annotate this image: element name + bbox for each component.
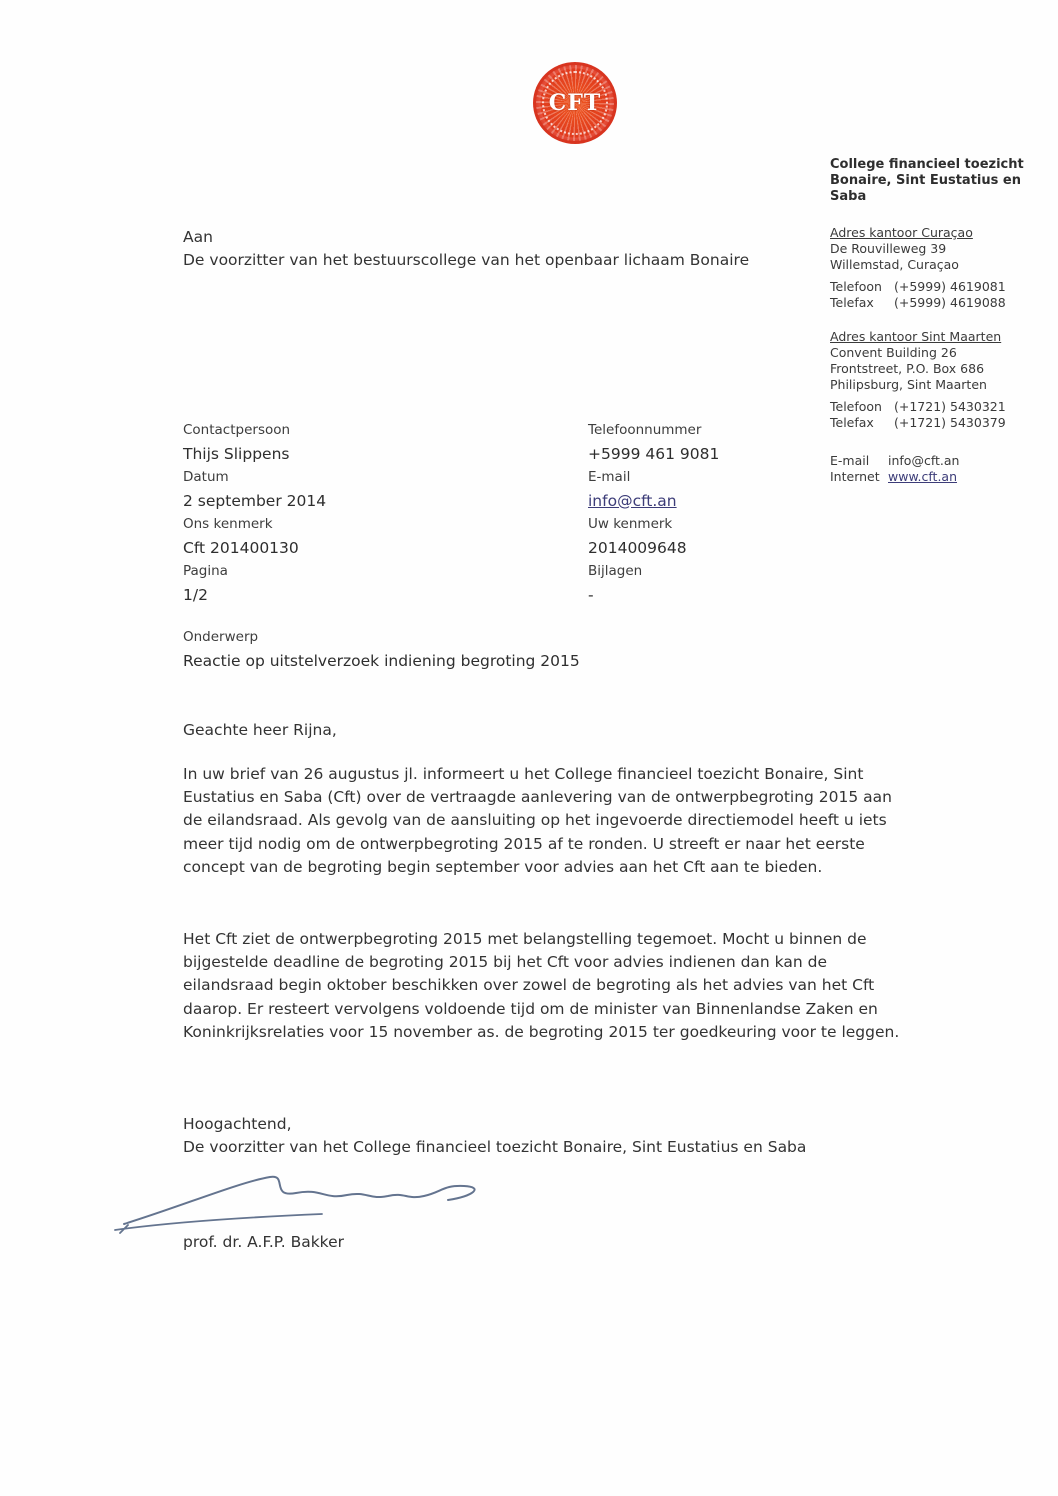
phone-value: (+5999) 4619081 <box>894 279 1006 294</box>
recipient-value: De voorzitter van het bestuurscollege van het openbaar lichaam Bonaire <box>183 251 750 269</box>
closing-block <box>183 1113 806 1159</box>
fields-right-column <box>588 419 888 607</box>
sidebar-email-label: E-mail <box>830 453 870 468</box>
field-label-ons-kenmerk: Ons kenmerk <box>183 516 273 532</box>
phone-label: Telefax <box>830 415 874 430</box>
phone-value: (+1721) 5430321 <box>894 399 1006 414</box>
field-value-ons-kenmerk: Cft 201400130 <box>183 538 299 557</box>
subject-value: Reactie op uitstelverzoek indiening begroting 2015 <box>183 651 580 670</box>
recipient-label: Aan <box>183 228 213 246</box>
closing-salutation: Hoogachtend, <box>183 1115 292 1133</box>
field-value-bijlagen: - <box>588 585 594 604</box>
office-curacao-address-line: De Rouvilleweg 39 <box>830 241 947 256</box>
office-sint-maarten-heading: Adres kantoor Sint Maarten <box>830 329 1002 344</box>
website-link[interactable]: www.cft.an <box>888 469 958 484</box>
salutation: Geachte heer Rijna, <box>183 721 337 739</box>
office-curacao-address-line: Willemstad, Curaçao <box>830 257 959 272</box>
signer-name: prof. dr. A.F.P. Bakker <box>183 1233 345 1251</box>
office-curacao-phones <box>830 279 1042 311</box>
email-link[interactable]: info@cft.an <box>588 491 677 510</box>
phone-row <box>830 399 1042 415</box>
body-paragraph-1: In uw brief van 26 augustus jl. informeert u het College financieel toezicht Bonaire, Sint Eustatius en Saba (Cft) over de vertraagde aanlevering van de ontwerpbegroting 2015 aan de eilandsraad. Als gevolg van de aansluiting op het ingevoerde directiemodel heeft u iets meer tijd nodig om de ontwerpbegroting 2015 af te ronden. U streeft er naar het eerste concept van de begroting begin september voor advies aan het Cft aan te bieden. <box>183 765 893 876</box>
field-value-pagina: 1/2 <box>183 585 208 604</box>
phone-label: Telefax <box>830 295 874 310</box>
cft-logo-text: CFT <box>548 90 602 116</box>
field-label-bijlagen: Bijlagen <box>588 563 643 579</box>
recipient-block <box>183 226 923 272</box>
body-paragraph-2: Het Cft ziet de ontwerpbegroting 2015 met belangstelling tegemoet. Mocht u binnen de bijgestelde deadline de begroting 2015 bij het Cft voor advies indienen dan kan de eilandsraad begin oktober beschikken over zowel de begroting als het advies van het Cft daarop. Er resteert vervolgens voldoende tijd om de minister van Binnenlandse Zaken en Koninkrijksrelaties voor 15 november as. de begroting 2015 ter goedkeuring voor te leggen. <box>183 930 900 1041</box>
signature-image <box>112 1162 492 1234</box>
sidebar-internet-label: Internet <box>830 469 880 484</box>
phone-value: (+1721) 5430379 <box>894 415 1006 430</box>
office-sint-maarten-address-line: Convent Building 26 <box>830 345 957 360</box>
field-label-pagina: Pagina <box>183 563 228 579</box>
field-label-telefoonnummer: Telefoonnummer <box>588 422 702 438</box>
field-value-datum: 2 september 2014 <box>183 491 327 510</box>
phone-label: Telefoon <box>830 279 882 294</box>
phone-row <box>830 279 1042 295</box>
subject-block <box>183 626 923 673</box>
office-sint-maarten <box>830 329 1042 431</box>
phone-value: (+5999) 4619088 <box>894 295 1006 310</box>
field-label-uw-kenmerk: Uw kenmerk <box>588 516 673 532</box>
field-label-email: E-mail <box>588 469 631 485</box>
fields-left-column <box>183 419 563 607</box>
sidebar-email-value: info@cft.an <box>888 453 960 468</box>
field-label-contactpersoon: Contactpersoon <box>183 422 291 438</box>
office-curacao-heading: Adres kantoor Curaçao <box>830 225 973 240</box>
phone-row <box>830 295 1042 311</box>
cft-seal-icon <box>533 62 617 144</box>
field-value-uw-kenmerk: 2014009648 <box>588 538 687 557</box>
org-name: College financieel toezicht Bonaire, Sint Eustatius en Saba <box>830 157 1024 204</box>
field-label-datum: Datum <box>183 469 229 485</box>
closing-signatory-title: De voorzitter van het College financieel toezicht Bonaire, Sint Eustatius en Saba <box>183 1138 807 1156</box>
field-value-telefoonnummer: +5999 461 9081 <box>588 444 720 463</box>
office-sint-maarten-address-line: Frontstreet, P.O. Box 686 <box>830 361 985 376</box>
office-sint-maarten-address-line: Philipsburg, Sint Maarten <box>830 377 987 392</box>
phone-label: Telefoon <box>830 399 882 414</box>
subject-label: Onderwerp <box>183 629 259 645</box>
field-value-contactpersoon: Thijs Slippens <box>183 444 290 463</box>
